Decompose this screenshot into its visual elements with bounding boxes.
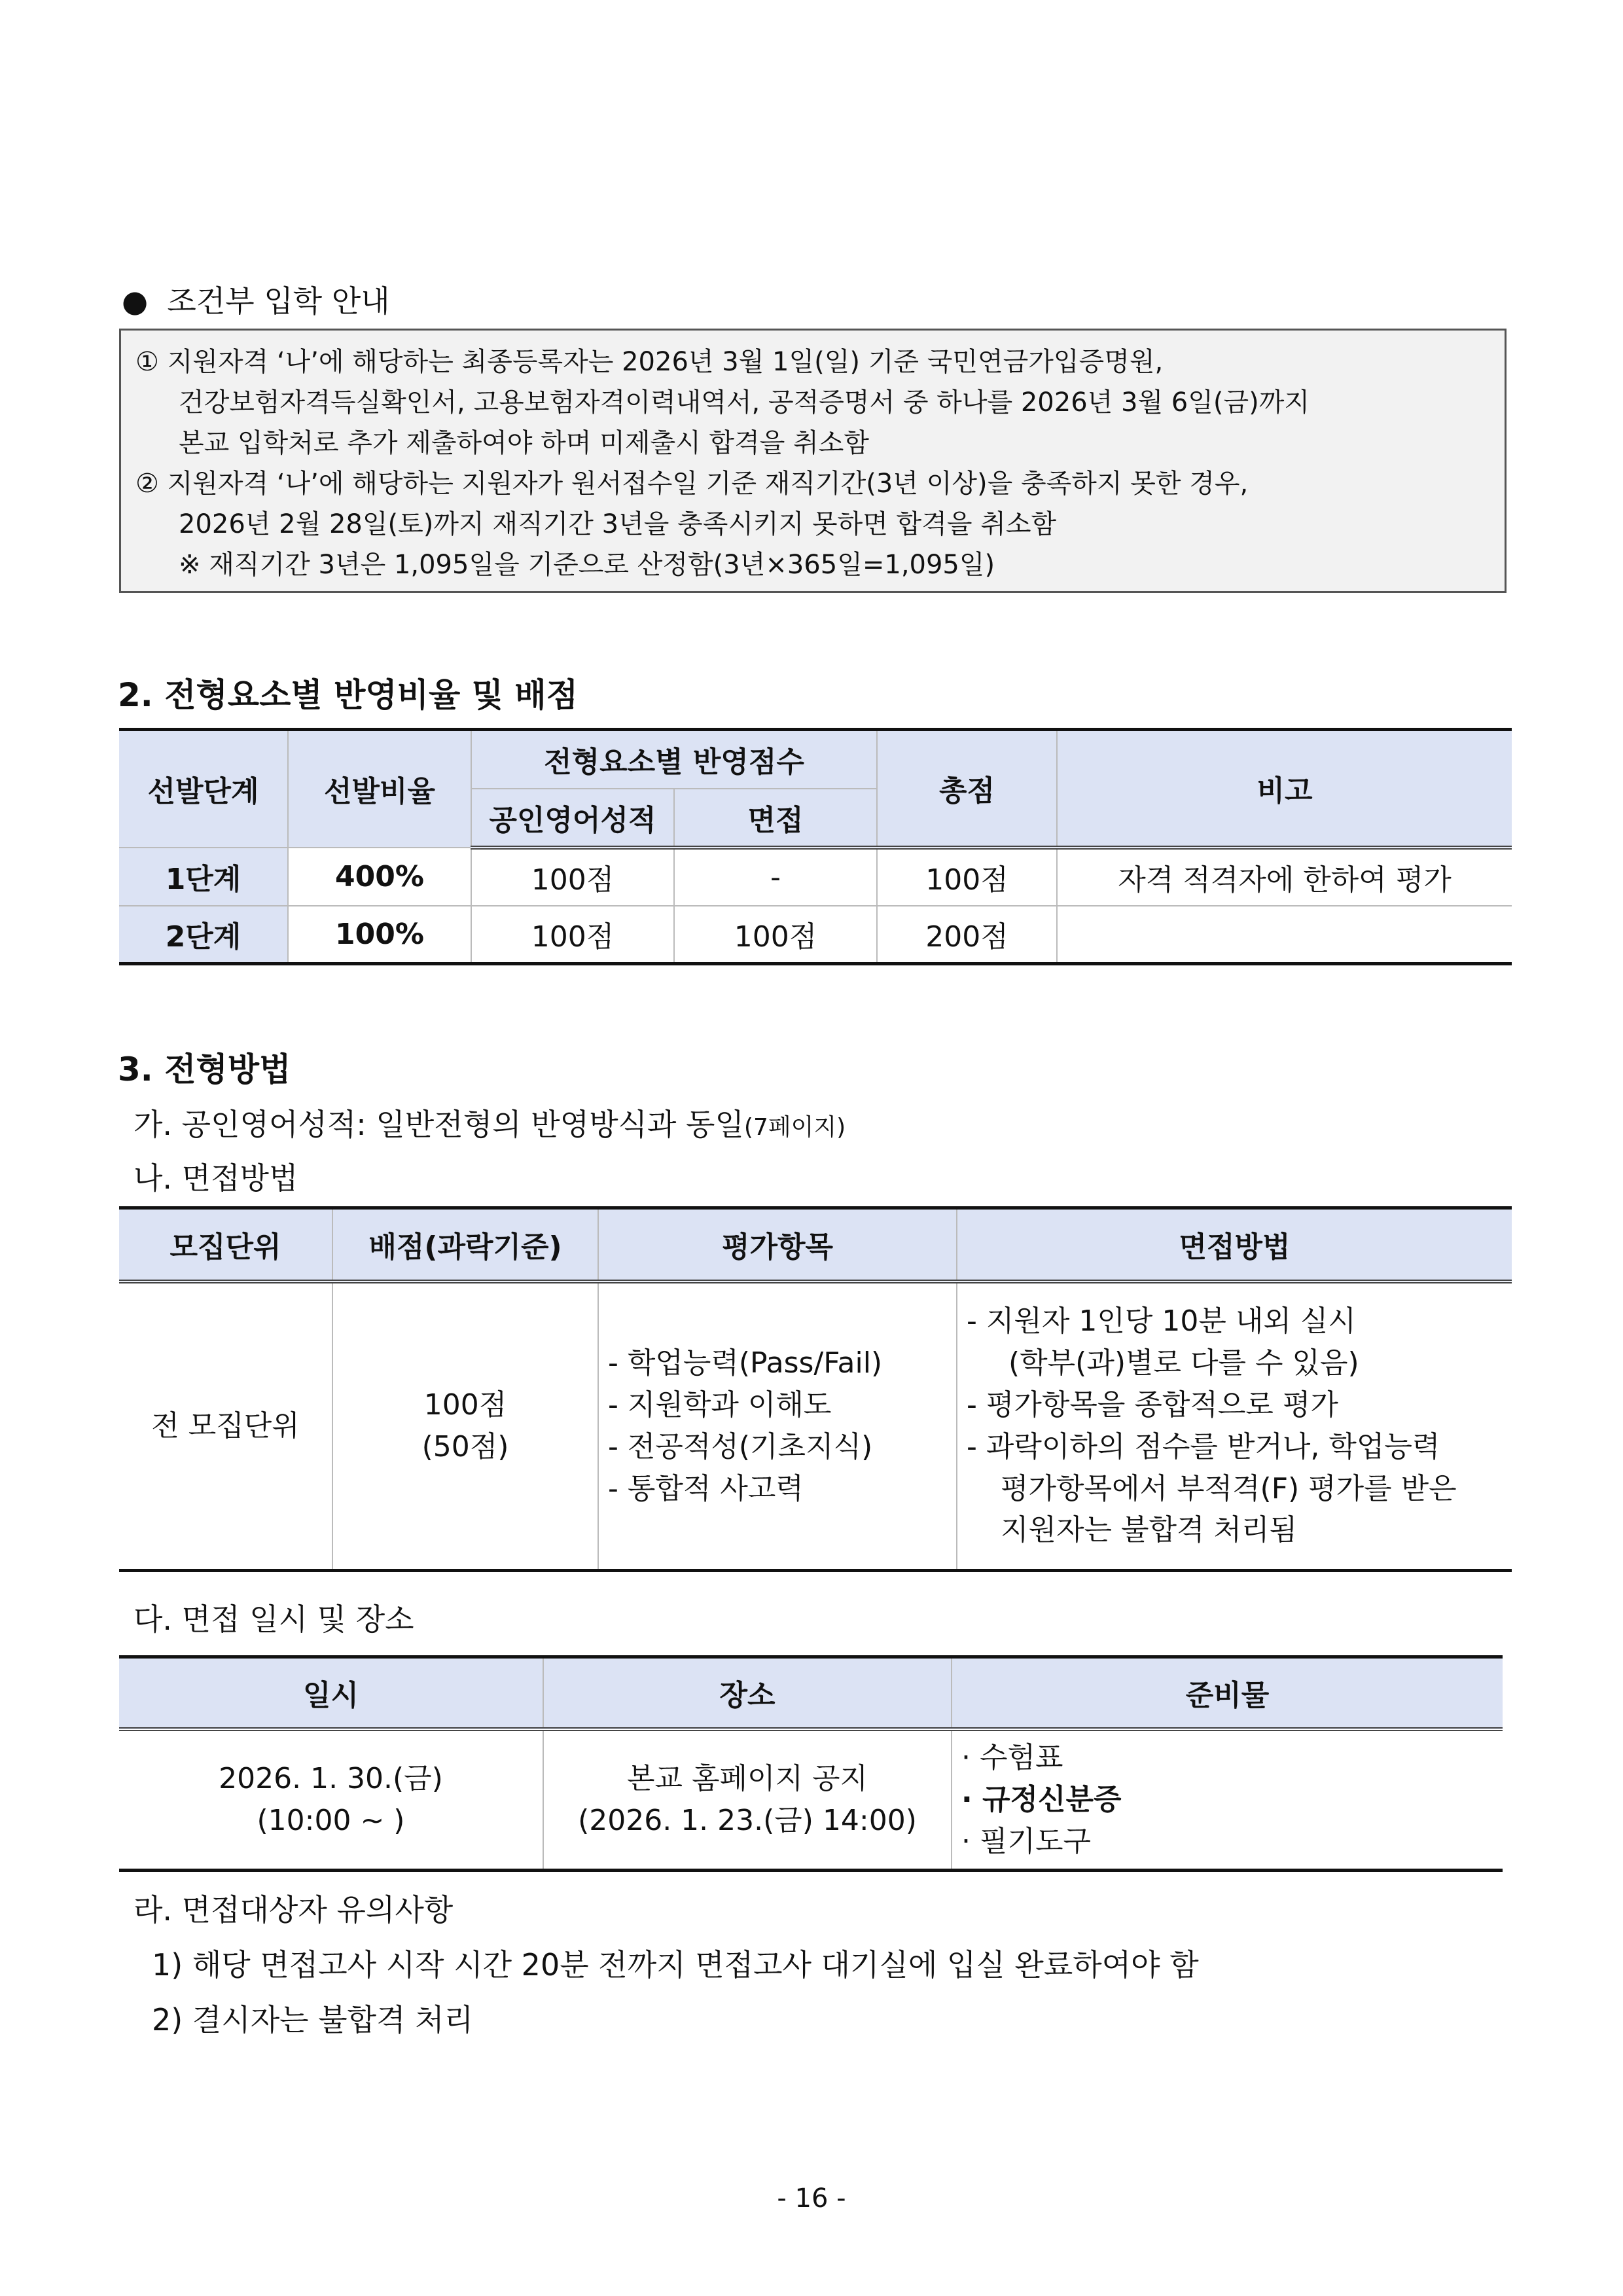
note-2: 2) 결시자는 불합격 처리	[152, 2002, 474, 2037]
table-row	[119, 848, 1512, 906]
section3-title: 3. 전형방법	[118, 1050, 291, 1088]
header-unit: 모집단위	[119, 1208, 332, 1282]
header-supplies: 준비물	[952, 1657, 1503, 1729]
conditional-notice-box	[119, 329, 1507, 593]
date-value: 2026. 1. 30.(금)	[219, 1761, 443, 1795]
score-ratio-table	[119, 728, 1512, 965]
method-line: (학부(과)별로 다를 수 있음)	[1008, 1346, 1359, 1380]
method-line: - 지원자 1인당 10분 내외 실시	[967, 1304, 1356, 1338]
header-method: 면접방법	[957, 1208, 1512, 1282]
header-date: 일시	[119, 1657, 543, 1729]
english-cell: 100점	[471, 906, 674, 964]
bullet-icon: ●	[122, 283, 149, 319]
notice-line-5: 2026년 2월 28일(토)까지 재직기간 3년을 충족시키지 못하면 합격을 취소함	[179, 509, 1057, 539]
notice-line-2: 건강보험자격득실확인서, 고용보험자격이력내역서, 공적증명서 중 하나를 2026년 3월 6일(금)까지	[179, 387, 1310, 418]
interview-cell: -	[674, 848, 877, 906]
method-line: 평가항목에서 부적격(F) 평가를 받은	[1001, 1471, 1457, 1505]
method-line: - 평가항목을 종합적으로 평가	[967, 1388, 1338, 1422]
place-value: 본교 홈페이지 공지	[626, 1761, 868, 1795]
table-row	[119, 906, 1512, 964]
total-cell: 100점	[877, 848, 1057, 906]
list-item: - 지원학과 이해도	[608, 1388, 832, 1422]
stage-cell: 1단계	[119, 848, 288, 906]
header-total: 총점	[877, 730, 1057, 848]
subsection-b: 나. 면접방법	[134, 1160, 298, 1196]
interview-method-table	[119, 1206, 1512, 1572]
time-value: (10:00 ~ )	[257, 1803, 405, 1837]
notice-line-4: ② 지원자격 ‘나’에 해당하는 지원자가 원서접수일 기준 재직기간(3년 이상)을 충족하지 못한 경우,	[135, 469, 1249, 499]
header-score: 배점(과락기준)	[332, 1208, 598, 1282]
english-cell: 100점	[471, 848, 674, 906]
list-item: · 필기도구	[961, 1824, 1091, 1858]
header-ratio: 선발비율	[288, 730, 471, 848]
method-cell	[957, 1282, 1512, 1571]
supplies-cell	[952, 1729, 1503, 1871]
place-date-value: (2026. 1. 23.(금) 14:00)	[578, 1803, 917, 1837]
list-item: - 학업능력(Pass/Fail)	[608, 1346, 883, 1380]
list-item: - 전공적성(기초지식)	[608, 1429, 873, 1463]
list-item: - 통합적 사고력	[608, 1471, 804, 1505]
list-item: · 수험표	[961, 1741, 1063, 1775]
cutoff-value: (50점)	[421, 1429, 509, 1463]
interview-schedule-table	[119, 1655, 1503, 1872]
notice-line-1: ① 지원자격 ‘나’에 해당하는 최종등록자는 2026년 3월 1일(일) 기준 국민연금가입증명원,	[135, 347, 1164, 377]
conditional-heading: ● 조건부 입학 안내	[122, 283, 390, 319]
list-item: · 규정신분증	[961, 1782, 1122, 1816]
subsection-c: 다. 면접 일시 및 장소	[134, 1602, 414, 1637]
score-cell	[332, 1282, 598, 1571]
header-stage: 선발단계	[119, 730, 288, 848]
notice-line-3: 본교 입학처로 추가 제출하여야 하며 미제출시 합격을 취소함	[179, 428, 870, 458]
header-place: 장소	[543, 1657, 952, 1729]
interview-cell: 100점	[674, 906, 877, 964]
items-cell	[598, 1282, 957, 1571]
header-interview: 면접	[674, 789, 877, 848]
page-number: - 16 -	[777, 2183, 846, 2214]
header-note: 비고	[1057, 730, 1512, 848]
page-reference: (7페이지)	[743, 1114, 846, 1141]
table-row	[119, 1282, 1512, 1571]
score-value: 100점	[423, 1388, 507, 1422]
note-cell	[1057, 906, 1512, 964]
unit-cell: 전 모집단위	[119, 1282, 332, 1571]
stage-cell: 2단계	[119, 906, 288, 964]
subsection-d: 라. 면접대상자 유의사항	[134, 1892, 454, 1928]
date-cell	[119, 1729, 543, 1871]
total-cell: 200점	[877, 906, 1057, 964]
note-1: 1) 해당 면접고사 시작 시간 20분 전까지 면접고사 대기실에 입실 완료하여야 함	[152, 1947, 1199, 1982]
method-line: 지원자는 불합격 처리됨	[1001, 1513, 1298, 1547]
ratio-cell: 100%	[288, 906, 471, 964]
header-items: 평가항목	[598, 1208, 957, 1282]
ratio-cell: 400%	[288, 848, 471, 906]
place-cell	[543, 1729, 952, 1871]
subsection-a: 가. 공인영어성적: 일반전형의 반영방식과 동일(7페이지)	[134, 1107, 846, 1142]
header-group: 전형요소별 반영점수	[471, 730, 877, 789]
header-english: 공인영어성적	[471, 789, 674, 848]
method-line: - 과락이하의 점수를 받거나, 학업능력	[967, 1429, 1440, 1463]
notice-line-6: ※ 재직기간 3년은 1,095일을 기준으로 산정함(3년×365일=1,095일)	[179, 550, 995, 580]
section2-title: 2. 전형요소별 반영비율 및 배점	[118, 676, 579, 714]
table-row	[119, 1729, 1503, 1871]
note-cell: 자격 적격자에 한하여 평가	[1057, 848, 1512, 906]
